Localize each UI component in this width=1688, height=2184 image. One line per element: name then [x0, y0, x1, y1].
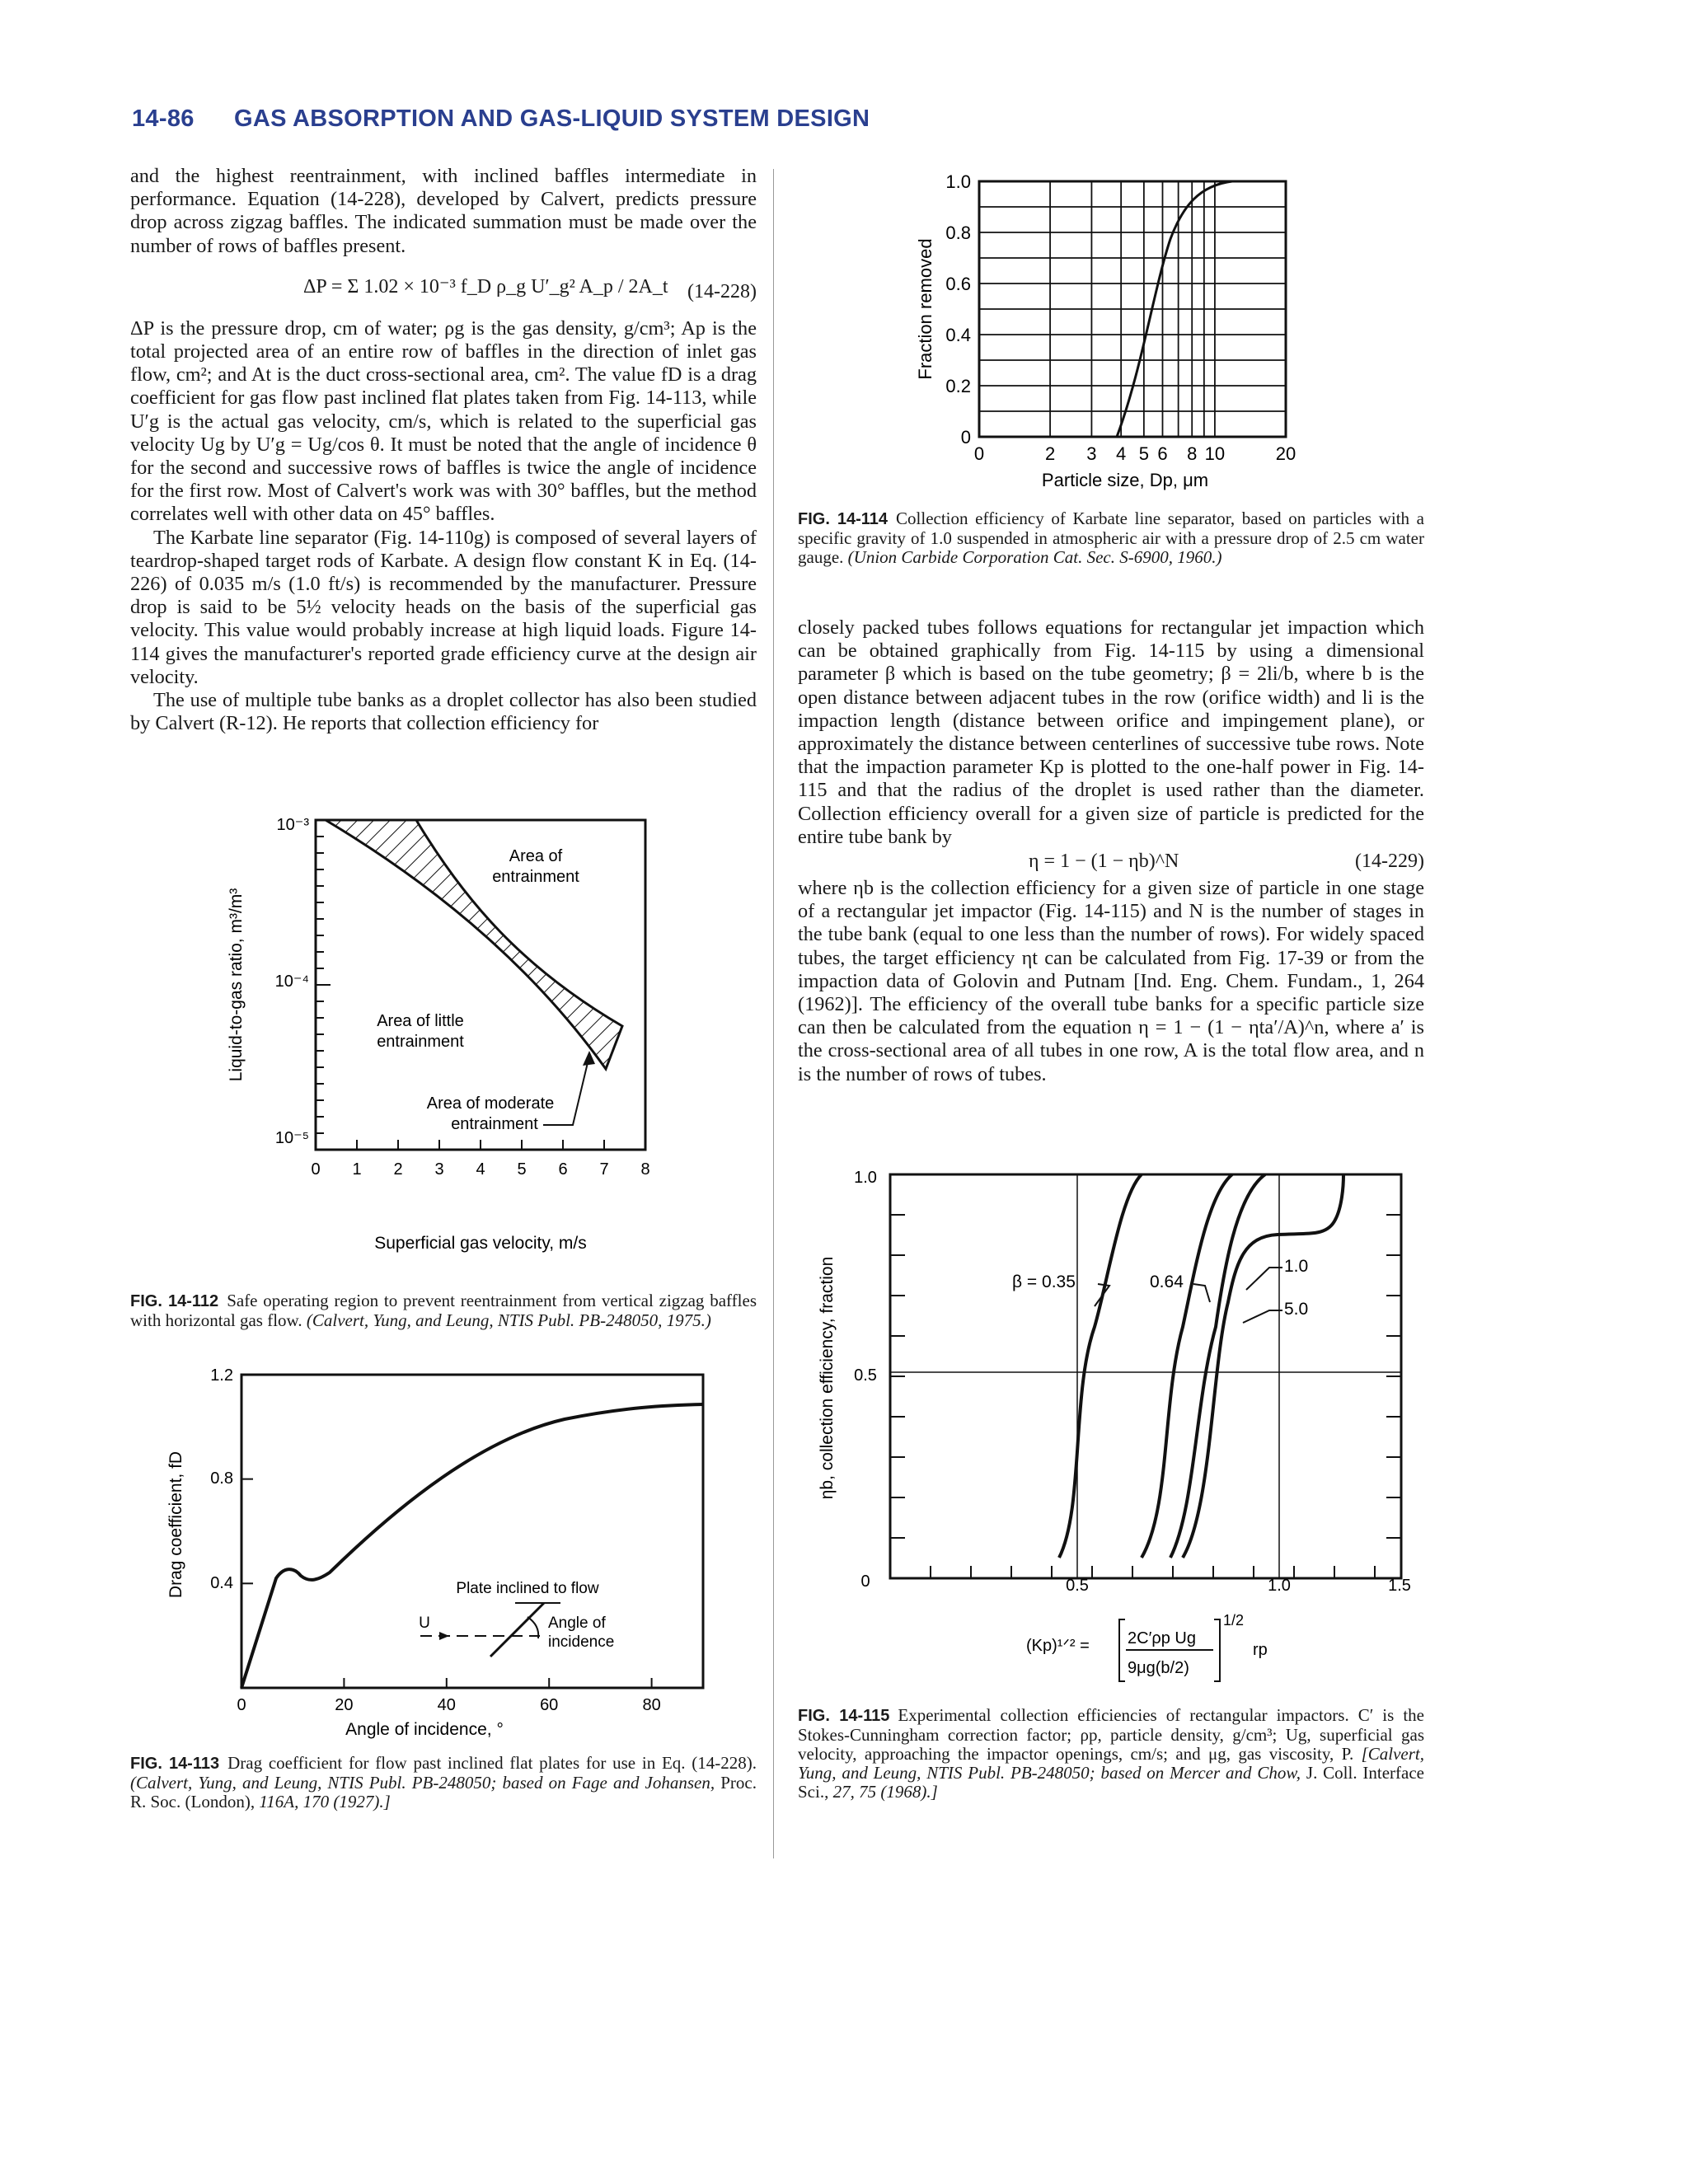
- x-tick-label: 2: [393, 1160, 403, 1179]
- x-axis-label: Angle of incidence, °: [345, 1720, 504, 1739]
- figure-14-112: [130, 804, 757, 1330]
- annotation-moderate-2: entrainment: [451, 1115, 538, 1133]
- caption-source-volume: 27, 75 (1968).]: [832, 1782, 938, 1802]
- x-tick-label: 4: [476, 1160, 485, 1179]
- x-tick-label: 60: [540, 1696, 559, 1714]
- figure-14-113-caption: [130, 1754, 757, 1811]
- y-axis-label: ηb, collection efficiency, fraction: [818, 1256, 837, 1500]
- formula-numerator: 2C′ρp Ug: [1128, 1629, 1196, 1647]
- equation-14-229-number: (14-229): [1355, 851, 1424, 873]
- x-tick-label: 6: [558, 1160, 568, 1179]
- x-axis-label: Superficial gas velocity, m/s: [374, 1234, 587, 1253]
- equation-14-228: [130, 263, 757, 312]
- equation-14-228-number: (14-228): [687, 280, 757, 302]
- inset-angle-label-2: incidence: [548, 1633, 615, 1651]
- x-tick-label: 20: [335, 1696, 354, 1714]
- x-tick-label: 1: [352, 1160, 362, 1179]
- caption-label: FIG. 14-114: [798, 510, 889, 528]
- x-tick-label: 0.5: [1066, 1577, 1089, 1595]
- figure-14-112-caption: [130, 1291, 757, 1330]
- caption-source: (Calvert, Yung, and Leung, NTIS Publ. PB-248050, 1975.): [306, 1310, 711, 1330]
- y-tick-label: 0.8: [945, 223, 971, 243]
- x-tick-label: 5: [517, 1160, 527, 1179]
- x-tick-label: 80: [642, 1696, 661, 1714]
- left-paragraph-1: and the highest reentrainment, with inclined baffles intermediate in performance. Equation (14-228), developed by Calvert, predicts pressure drop across zigzag baffles. The indicated summation must be made over the number of rows of baffles present.: [130, 165, 757, 257]
- beta-label-0.64: 0.64: [1150, 1272, 1184, 1291]
- y-tick-label: 1.0: [854, 1169, 877, 1187]
- annotation-arrow: [543, 1056, 589, 1125]
- caption-text: Collection efficiency of Karbate line separator, based on particles with a specific gravity of 1.0 suspended in atmospheric air with a pressure drop of 2.5 cm water gauge.: [798, 509, 1425, 567]
- left-column: [130, 165, 757, 735]
- left-paragraph-2: ΔP is the pressure drop, cm of water; ρg is the gas density, g/cm³; Ap is the total projected area of an entire row of baffles in the direction of inlet gas flow, cm²; and At is the duct cross-sectional area, cm². The value fD is a drag coefficient for gas flow past inclined flat plates taken from Fig. 14-113, while U′g is the actual gas velocity, cm/s, which is related to the superficial gas velocity Ug by U′g = Ug/cos θ. It must be noted that the angle of incidence θ for the second and successive rows of baffles is twice the angle of incidence for the first row. Most of Calvert's work was with 30° baffles, but the method correlates well with other data on 45° baffles.: [130, 316, 757, 526]
- figure-14-113: [130, 1360, 757, 1811]
- inset-u-label: U: [419, 1615, 430, 1632]
- page-number: 14-86: [132, 105, 195, 132]
- x-tick-label: 0: [237, 1696, 246, 1714]
- caption-source-volume: 116A, 170 (1927).]: [259, 1792, 391, 1811]
- y-tick-label: 0: [860, 1572, 870, 1591]
- y-axis-label: Liquid-to-gas ratio, m³/m³: [227, 888, 246, 1082]
- annotation-entrainment-1: Area of: [509, 847, 563, 865]
- beta-label-5.0: 5.0: [1284, 1300, 1309, 1319]
- y-tick-label: 0: [960, 427, 971, 448]
- y-tick-label: 10⁻⁴: [274, 972, 309, 991]
- x-tick-label: 1.5: [1388, 1577, 1411, 1595]
- y-axis-label: Fraction removed: [915, 238, 935, 380]
- figure-14-114-caption: [798, 509, 1424, 567]
- beta-label-0.35: β = 0.35: [1012, 1272, 1076, 1291]
- x-tick-label: 3: [1086, 443, 1097, 464]
- figure-14-115: [808, 1162, 1426, 1702]
- leader-1.0: [1246, 1268, 1282, 1290]
- equation-14-228-body: ΔP = Σ 1.02 × 10⁻³ f_D ρ_g U′_g² A_p / 2A_t: [303, 275, 668, 298]
- left-paragraph-4: The use of multiple tube banks as a droplet collector has also been studied by Calvert (R-12). He reports that collection efficiency for: [130, 689, 757, 735]
- y-axis-label: Drag coefficient, fD: [166, 1451, 185, 1599]
- x-tick-labels: [237, 1696, 660, 1714]
- x-tick-label: 5: [1138, 443, 1149, 464]
- caption-label: FIG. 14-115: [798, 1707, 890, 1725]
- x-tick-labels: [311, 1160, 649, 1179]
- x-axis-formula: [1026, 1612, 1268, 1681]
- x-tick-label: 6: [1157, 443, 1168, 464]
- equation-14-229-body: η = 1 − (1 − ηb)^N: [1029, 851, 1179, 873]
- caption-source-journal: Proc. R. Soc. (London),: [130, 1773, 757, 1811]
- grid: [979, 181, 1286, 437]
- figure-14-114: [907, 165, 1335, 507]
- y-tick-label: 0.4: [945, 325, 971, 345]
- caption-text: Safe operating region to prevent reentrainment from vertical zigzag baffles with horizontal gas flow.: [130, 1291, 757, 1330]
- caption-source: (Calvert, Yung, and Leung, NTIS Publ. PB-248050; based on Fage and Johansen,: [130, 1773, 715, 1793]
- annotation-entrainment-2: entrainment: [492, 868, 579, 886]
- inset-angle-label-1: Angle of: [548, 1615, 606, 1632]
- y-tick-label: 1.0: [945, 171, 971, 192]
- right-paragraph-2: where ηb is the collection efficiency for a given size of particle in one stage of a rectangular jet impactor (Fig. 14-115) and N is the number of stages in the tube bank (equal to one less than the number of rows). For widely spaced tubes, the target efficiency ηt can be calculated from Fig. 17-39 or from the impaction data of Golovin and Putnam [Ind. Eng. Chem. Fundam., 1, 264 (1962)]. The efficiency of the overall tube banks for a specific particle size can then be calculated from the equation η = 1 − (1 − ηta′/A)^n, where a′ is the cross-sectional area of all tubes in one row, A is the total flow area, and n is the number of rows of tubes.: [798, 877, 1424, 1085]
- y-tick-label: 10⁻³: [276, 816, 309, 834]
- figure-14-112-plot: [227, 804, 688, 1282]
- y-tick-label: 0.5: [854, 1366, 877, 1385]
- inclined-plate: [490, 1603, 544, 1657]
- formula-right: rp: [1253, 1641, 1268, 1659]
- column-divider: [773, 169, 774, 1858]
- entrainment-band: [326, 820, 622, 1069]
- curve-beta-0.35: [1059, 1174, 1142, 1558]
- x-tick-label: 20: [1275, 443, 1296, 464]
- caption-text: Experimental collection efficiencies of rectangular impactors. C′ is the Stokes-Cunningham correction factor; ρp, particle density, g/cm³; Ug, superficial gas velocity, approaching the impactor openings, cm/s; and μg, gas viscosity, P.: [798, 1705, 1424, 1764]
- figure-14-115-plot: [808, 1162, 1426, 1698]
- figure-14-113-plot: [152, 1360, 713, 1747]
- y-tick-label: 0.4: [210, 1574, 233, 1592]
- y-tick-label: 0.2: [945, 376, 971, 396]
- right-paragraph-1: closely packed tubes follows equations for rectangular jet impaction which can be obtained graphically from Fig. 14-115 by using a dimensional parameter β which is based on the tube geometry; β = 2li/b, where b is the open distance between adjacent tubes in the row (orifice width) and li is the impaction length (distance between orifice and impingement plane), or approximately the distance between centerlines of successive tube rows. Note that the impaction parameter Kp is plotted to the one-half power in Fig. 14-115 and that the radius of the droplet is used rather than the diameter. Collection efficiency overall for a given size of particle is predicted for the entire tube bank by: [798, 616, 1424, 848]
- x-tick-label: 3: [434, 1160, 444, 1179]
- figure-14-114-plot: [907, 165, 1335, 503]
- x-axis-label: Particle size, Dp, μm: [1041, 470, 1209, 490]
- caption-label: FIG. 14-113: [130, 1755, 220, 1773]
- x-tick-label: 2: [1044, 443, 1056, 464]
- equation-14-229: [798, 849, 1424, 877]
- x-tick-label: 7: [599, 1160, 609, 1179]
- x-tick-label: 10: [1204, 443, 1226, 464]
- plot-frame: [241, 1375, 703, 1688]
- annotation-moderate-1: Area of moderate: [426, 1094, 555, 1113]
- y-tick-label: 0.6: [945, 274, 971, 294]
- annotation-little-1: Area of little: [377, 1012, 464, 1030]
- y-tick-label: 1.2: [210, 1366, 233, 1385]
- figure-14-115-caption: [798, 1706, 1424, 1802]
- annotation-little-2: entrainment: [377, 1033, 464, 1051]
- y-tick-label: 0.8: [210, 1469, 233, 1488]
- x-tick-labels: [974, 443, 1296, 464]
- caption-label: FIG. 14-112: [130, 1292, 219, 1310]
- beta-label-1.0: 1.0: [1284, 1257, 1309, 1276]
- caption-source: (Union Carbide Corporation Cat. Sec. S-6900, 1960.): [847, 547, 1222, 567]
- drag-coefficient-curve: [241, 1404, 703, 1688]
- inset-title: Plate inclined to flow: [456, 1580, 599, 1597]
- y-tick-label: 10⁻⁵: [274, 1129, 309, 1147]
- x-tick-label: 8: [640, 1160, 650, 1179]
- formula-left: (Kp)¹ᐟ² =: [1026, 1637, 1090, 1655]
- x-tick-label: 40: [437, 1696, 456, 1714]
- caption-source-journal: J. Coll. Interface Sci.,: [798, 1763, 1425, 1802]
- x-tick-label: 0: [311, 1160, 321, 1179]
- y-tick-labels: [945, 171, 971, 448]
- formula-exponent: 1/2: [1223, 1612, 1245, 1629]
- leader-0.64: [1193, 1284, 1210, 1302]
- left-paragraph-3: The Karbate line separator (Fig. 14-110g) is composed of several layers of teardrop-shaped target rods of Karbate. A design flow constant K in Eq. (14-226) of 0.035 m/s (1.0 ft/s) is recommended by the manufacturer. Pressure drop is said to be 5½ velocity heads on the basis of the superficial gas velocity. This value would probably increase at high liquid loads. Figure 14-114 gives the manufacturer's reported grade efficiency curve at the design air velocity.: [130, 526, 757, 688]
- x-tick-label: 4: [1116, 443, 1127, 464]
- plot-frame: [890, 1174, 1401, 1578]
- x-tick-label: 0: [973, 443, 985, 464]
- running-header: [132, 105, 870, 133]
- formula-denominator: 9μg(b/2): [1128, 1659, 1189, 1677]
- caption-source: [Calvert, Yung, and Leung, NTIS Publ. PB-248050; based on Mercer and Chow,: [798, 1744, 1425, 1783]
- leader-5.0: [1243, 1310, 1282, 1323]
- flow-arrow: [439, 1632, 449, 1640]
- tick-marks: [890, 1215, 1401, 1578]
- chapter-title: GAS ABSORPTION AND GAS-LIQUID SYSTEM DESIGN: [234, 105, 870, 132]
- x-tick-label: 8: [1187, 443, 1198, 464]
- caption-text: Drag coefficient for flow past inclined flat plates for use in Eq. (14-228).: [227, 1753, 757, 1773]
- x-tick-label: 1.0: [1268, 1577, 1291, 1595]
- right-column: [798, 616, 1424, 1086]
